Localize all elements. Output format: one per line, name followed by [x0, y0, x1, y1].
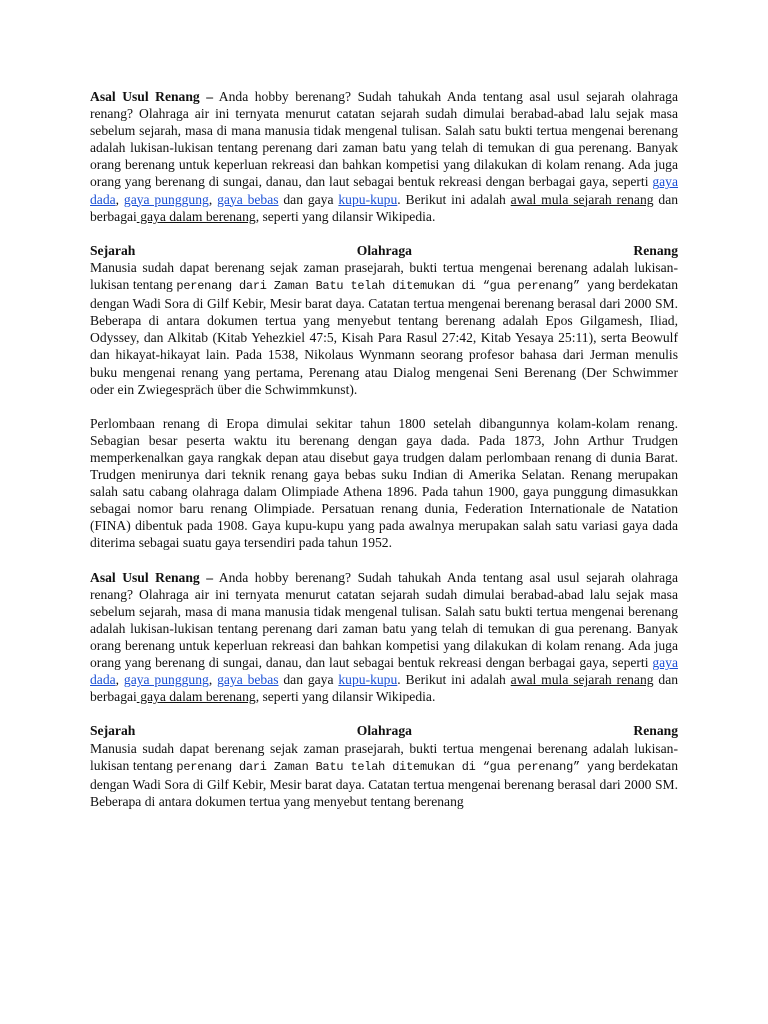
link-kupu-kupu[interactable]: kupu-kupu: [338, 672, 398, 688]
intro-lead: Asal Usul Renang –: [90, 89, 214, 104]
underlined-awal-mula: awal mula sejarah renang: [510, 191, 654, 207]
link-gaya-bebas[interactable]: gaya bebas: [217, 672, 279, 688]
history-paragraph-repeat: [90, 740, 678, 810]
intro-paragraph-repeat: [90, 569, 678, 706]
link-kupu-kupu[interactable]: kupu-kupu: [338, 191, 398, 207]
document-page: [90, 88, 678, 810]
heading-word: Renang: [633, 723, 678, 739]
history-text: Manusia sudah dapat berenang sejak zaman prasejarah, bukti tertua mengenai berenang adalah lukisan-lukisan tentang: [90, 259, 678, 293]
link-gaya-dada[interactable]: gaya dada: [90, 174, 678, 207]
history-mono-text: perenang dari Zaman Batu telah ditemukan di “gua perenang” yang: [176, 279, 615, 294]
section-heading: [90, 242, 678, 259]
intro-paragraph: [90, 88, 678, 225]
underlined-gaya-berenang: gaya dalam berenang: [136, 689, 256, 705]
history-mono-text: perenang dari Zaman Batu telah ditemukan di “gua perenang” yang: [176, 759, 615, 774]
intro-text: dan gaya: [278, 672, 339, 688]
link-gaya-punggung[interactable]: gaya punggung: [123, 191, 209, 207]
section-heading-repeat: [90, 722, 678, 739]
link-gaya-punggung[interactable]: gaya punggung: [123, 672, 209, 688]
intro-text: dan berbagai: [90, 191, 679, 224]
intro-text: Anda hobby berenang? Sudah tahukah Anda tentang asal usul sejarah olahraga renang? Olahraga air ini ternyata menurut catatan sejarah sudah dimulai berabad-abad lalu sejak masa sebelum sejarah, masa di mana manusia tidak mengenal tulisan. Salah satu bukti tertua mengenai berenang adalah lukisan-lukisan tentang perenang dari zaman batu yang telah di temukan di gua perenang. Banyak orang berenang untuk keperluan rekreasi dan bahkan kompetisi yang dilakukan di kolam renang. Ada juga orang yang berenang di sungai, danau, dan laut sebagai bentuk rekreasi dengan berbagai gaya, seperti: [90, 569, 678, 671]
history-text: berdekatan dengan Wadi Sora di Gilf Kebir, Mesir barat daya. Catatan tertua mengenai berenang berasal dari 2000 SM. Beberapa di antara dokumen tertua yang menyebut tentang berenang: [90, 757, 678, 809]
history-text: Manusia sudah dapat berenang sejak zaman prasejarah, bukti tertua mengenai berenang adalah lukisan-lukisan tentang: [90, 740, 678, 773]
heading-word: Renang: [633, 242, 678, 258]
competition-paragraph: Perlombaan renang di Eropa dimulai sekitar tahun 1800 setelah dibangunnya kolam-kolam renang. Sebagian besar peserta waktu itu berenang dengan gaya dada. Pada 1873, John Arthur Trudgen memperkenalkan gaya rangkak depan atau disebut gaya trudgen dalam perlombaan renang di dunia Barat. Trudgen menirunya dari teknik renang gaya bebas suku Indian di Amerika Selatan. Renang merupakan salah satu cabang olahraga dalam Olimpiade Athena 1896. Pada tahun 1900, gaya punggung dimasukkan sebagai nomor baru renang Olimpiade. Persatuan renang dunia, Federation Internationale de Natation (FINA) dibentuk pada 1908. Gaya kupu-kupu yang pada awalnya merupakan salah satu variasi gaya dada diterima sebagai suatu gaya tersendiri pada tahun 1952.: [90, 415, 678, 551]
intro-text: . Berikut ini adalah: [397, 672, 511, 688]
heading-word: Sejarah: [90, 242, 136, 258]
underlined-gaya-berenang: gaya dalam berenang: [136, 208, 256, 224]
heading-word: Olahraga: [356, 242, 412, 258]
history-paragraph: [90, 259, 678, 398]
intro-separator: ,: [208, 672, 218, 688]
intro-text: . Berikut ini adalah: [397, 191, 511, 207]
heading-word: Olahraga: [356, 723, 412, 739]
intro-separator: ,: [115, 672, 124, 688]
link-gaya-dada[interactable]: gaya dada: [90, 655, 678, 688]
intro-separator: ,: [115, 191, 124, 207]
link-gaya-bebas[interactable]: gaya bebas: [217, 191, 279, 207]
heading-word: Sejarah: [90, 723, 136, 739]
intro-text: , seperti yang dilansir Wikipedia.: [255, 689, 436, 705]
history-text: berdekatan dengan Wadi Sora di Gilf Kebir, Mesir barat daya. Catatan tertua mengenai berenang berasal dari 2000 SM. Beberapa di antara dokumen tertua yang menyebut tentang berenang adalah Epos Gilgamesh, Iliad, Odyssey, dan Alkitab (Kitab Yehezkiel 47:5, Kisah Para Rasul 27:42, Kitab Yesaya 25:11), serta Beowulf dan hikayat-hikayat lain. Pada 1538, Nikolaus Wynmann seorang profesor bahasa dari Jerman menulis buku mengenai renang yang pertama, Perenang atau Dialog mengenai Seni Berenang (Der Schwimmer oder ein Zwiegespräch über die Schwimmkunst).: [90, 277, 678, 397]
intro-separator: ,: [208, 191, 218, 207]
underlined-awal-mula: awal mula sejarah renang: [510, 672, 654, 688]
intro-text: dan gaya: [278, 191, 339, 207]
intro-text: Anda hobby berenang? Sudah tahukah Anda tentang asal usul sejarah olahraga renang? Olahraga air ini ternyata menurut catatan sejarah sudah dimulai berabad-abad lalu sejak masa sebelum sejarah, masa di mana manusia tidak mengenal tulisan. Salah satu bukti tertua mengenai berenang adalah lukisan-lukisan tentang perenang dari zaman batu yang telah di temukan di gua perenang. Banyak orang berenang untuk keperluan rekreasi dan bahkan kompetisi yang dilakukan di kolam renang. Ada juga orang yang berenang di sungai, danau, dan laut sebagai bentuk rekreasi dengan berbagai gaya, seperti: [90, 89, 678, 190]
intro-text: dan berbagai: [90, 672, 679, 705]
intro-text: , seperti yang dilansir Wikipedia.: [255, 208, 436, 224]
intro-lead: Asal Usul Renang –: [90, 569, 214, 585]
